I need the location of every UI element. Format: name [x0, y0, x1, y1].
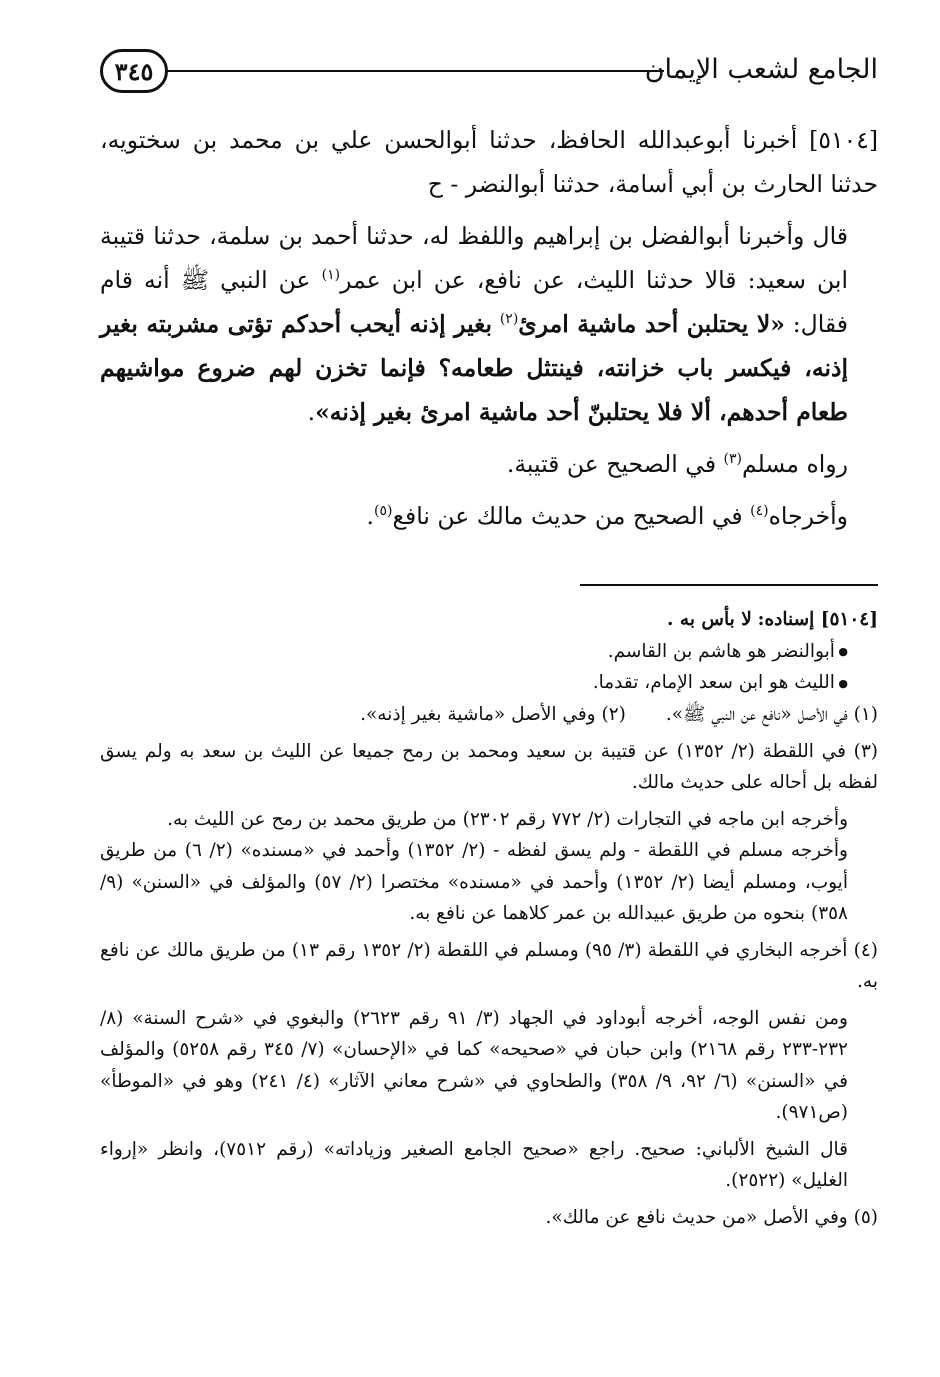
takhrij-1-a: رواه مسلم: [742, 450, 848, 478]
footnote-divider: [580, 584, 878, 586]
grading-value: لا بأس به .: [667, 609, 752, 630]
footnote-ref-2[interactable]: (٢): [499, 311, 519, 328]
narrator-note-1: ● أبوالنضر هو هاشم بن القاسم.: [100, 636, 878, 668]
footnote-ref-4[interactable]: (٤): [750, 503, 769, 520]
footnote-1: (١) في الأصل «نافع عن النبي ﷺ».: [665, 704, 878, 725]
takhrij-1-b: في الصحيح عن قتيبة.: [506, 450, 717, 478]
footnote-ref-3[interactable]: (٣): [723, 451, 743, 468]
isnad-2-a: قال وأخبرنا أبوالفضل بن إبراهيم واللفظ له، حدثنا أحمد بن سلمة، حدثنا قتيبة ابن سعيد: قالا حدثنا الليث، عن نافع، عن ابن عمر: [100, 222, 848, 294]
footnote-5: (٥) وفي الأصل «من حديث نافع عن مالك».: [545, 1206, 878, 1228]
book-title: الجامع لشعب الإيمان: [644, 54, 878, 85]
isnad-paragraph-1: [100, 118, 878, 206]
footnote-2: (٢) وفي الأصل «ماشية بغير إذنه».: [360, 704, 626, 725]
running-header: [100, 46, 878, 106]
footnote-ref-1[interactable]: (١): [321, 267, 341, 284]
footnote-ref-5[interactable]: (٥): [374, 503, 393, 520]
matn-end: .: [307, 398, 316, 426]
takhrij-2-b: في الصحيح من حديث مالك عن نافع: [392, 502, 743, 530]
page-number: ٣٤٥: [114, 56, 154, 86]
footnotes-1-2: [100, 699, 878, 731]
takhrij-2-end: .: [366, 502, 375, 530]
page-number-badge: [100, 49, 168, 93]
footnote-3: (٣) في اللقطة (٢/ ١٣٥٢) عن قتيبة بن سعيد ومحمد بن رمح جميعا عن الليث بن سعد به ولم يسق لفظه بل أحاله على حديث مالك.: [100, 740, 878, 793]
narrator-note-2: ● الليث هو ابن سعد الإمام، تقدما.: [100, 667, 878, 699]
book-page: [100, 0, 878, 1377]
isnad-1: أخبرنا أبوعبدالله الحافظ، حدثنا أبوالحسن علي بن محمد بن سختويه، حدثنا الحارث بن أبي أسامة، حدثنا أبوالنضر - ح: [100, 126, 878, 198]
footnotes: [100, 604, 878, 1233]
main-text: [100, 118, 878, 538]
takhrij-2-a: وأخرجاه: [768, 502, 848, 530]
takhrij-line-1: [100, 442, 878, 486]
header-rule: [166, 70, 664, 72]
footnote-4: (٤) أخرجه البخاري في اللقطة (٣/ ٩٥) ومسلم في اللقطة (٢/ ١٣٥٢ رقم ١٣) من طريق مالك عن نافع به.: [100, 939, 878, 992]
hadith-number: [٥١٠٤]: [809, 126, 878, 154]
matn-a: «لا يحتلبن أحد ماشية امرئ: [518, 310, 785, 338]
grading-line: [100, 604, 878, 636]
footnote-4-para-3: قال الشيخ الألباني: صحيح. راجع «صحيح الجامع الصغير وزياداته» (رقم ٧٥١٢)، وانظر «إرواء الغليل» (٢٥٢٢).: [100, 1138, 848, 1191]
footnote-3-para-2: وأخرجه ابن ماجه في التجارات (٢/ ٧٧٢ رقم ٢٣٠٢) من طريق محمد بن رمح عن الليث به.: [167, 808, 848, 830]
isnad-paragraph-2: [100, 214, 878, 434]
matn-b: بغير إذنه أيحب أحدكم تؤتى مشربته بغير إذنه، فيكسر باب خزانته، فينتثل طعامه؟ فإنما تخزن لهم ضروع مواشيهم طعام أحدهم، ألا فلا يحتلبنّ أحد ماشية امرئ بغير إذنه»: [100, 310, 848, 426]
grading-label: [٥١٠٤] إسناده:: [757, 609, 878, 630]
footnote-3-para-3: وأخرجه مسلم في اللقطة - ولم يسق لفظه - (٢/ ١٣٥٢) وأحمد في «مسنده» (٢/ ٦) من طريق أيوب، ومسلم أيضا (٢/ ١٣٥٢) وأحمد في «مسنده» مختصرا (٢/ ٥٧) والمؤلف في «السنن» (٩/ ٣٥٨) بنحوه من طريق عبيدالله بن عمر كلاهما عن نافع به.: [100, 840, 848, 924]
footnote-4-para-2: ومن نفس الوجه، أخرجه أبوداود في الجهاد (٣/ ٩١ رقم ٢٦٢٣) والبغوي في «شرح السنة» (٨/ ٢٣٢-٢٣٣ رقم ٢١٦٨) وابن حبان في «صحيحه» كما في «الإحسان» (٧/ ٣٤٥ رقم ٥٢٥٨) والمؤلف في «السنن» (٦/ ٩٢، ٩/ ٣٥٨) والطحاوي في «شرح معاني الآثار» (٤/ ٢٤١) وهو في «الموطأ» (ص٩٧١).: [100, 1007, 848, 1123]
takhrij-line-2: [100, 494, 878, 538]
isnad-2-b: عن النبي ﷺ أنه قام فقال:: [100, 266, 848, 338]
